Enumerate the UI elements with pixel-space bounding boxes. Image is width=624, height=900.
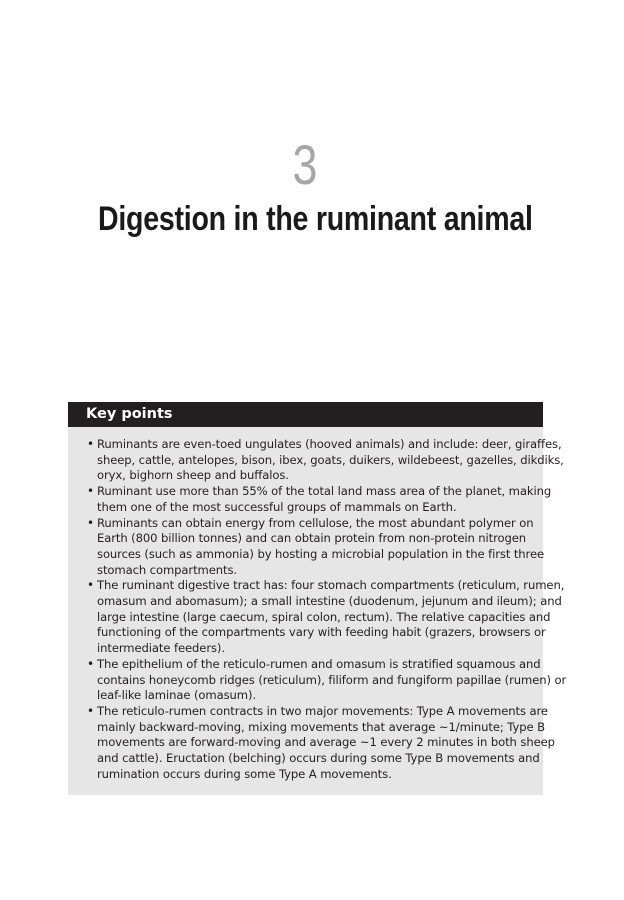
key-point-text-line: Ruminant use more than 55% of the total land mass area of the planet, making bbox=[97, 484, 552, 499]
bullet-icon: • bbox=[87, 437, 95, 451]
key-point-item bbox=[68, 484, 552, 515]
bullet-icon: • bbox=[87, 515, 95, 530]
key-points-heading: Key points bbox=[68, 402, 543, 427]
key-point-text-line: leaf-like laminae (omasum). bbox=[97, 688, 256, 703]
key-point-item bbox=[68, 437, 564, 484]
key-point-item bbox=[68, 656, 567, 704]
key-point-text-line: intermediate feeders). bbox=[97, 641, 225, 656]
key-points-list bbox=[68, 427, 567, 782]
key-point-text-line: sources (such as ammonia) by hosting a microbial population in the first three bbox=[97, 546, 545, 561]
key-point-text-line: sheep, cattle, antelopes, bison, ibex, goats, duikers, wildebeest, gazelles, dikdiks, bbox=[97, 452, 564, 467]
key-point-text-line: stomach compartments. bbox=[97, 562, 237, 577]
key-point-text-line: The reticulo-rumen contracts in two major movements: Type A movements are bbox=[97, 703, 548, 718]
key-point-text-line: rumination occurs during some Type A movements. bbox=[97, 766, 392, 781]
key-point-text-line: Earth (800 billion tonnes) and can obtain protein from non-protein nitrogen bbox=[97, 531, 527, 546]
key-point-item bbox=[68, 578, 565, 657]
key-point-text-line: Ruminants are even-toed ungulates (hooved animals) and include: deer, giraffes, bbox=[97, 437, 562, 451]
key-point-text-line: The ruminant digestive tract has: four stomach compartments (reticulum, rumen, bbox=[97, 578, 565, 593]
key-point-text-line: omasum and abomasum); a small intestine (duodenum, jejunum and ileum); and bbox=[97, 594, 562, 609]
key-point-text-line: functioning of the compartments vary with feeding habit (grazers, browsers or bbox=[97, 625, 546, 640]
key-point-text-line: contains honeycomb ridges (reticulum), filiform and fungiform papillae (rumen) or bbox=[97, 672, 567, 687]
key-point-text-line: The epithelium of the reticulo-rumen and omasum is stratified squamous and bbox=[97, 656, 541, 671]
chapter-title: Digestion in the ruminant animal bbox=[98, 200, 533, 238]
key-point-text-line: movements are forward-moving and average ~1 every 2 minutes in both sheep bbox=[97, 735, 555, 750]
key-points-box bbox=[68, 402, 567, 795]
key-point-text-line: mainly backward-moving, mixing movements that average ~1/minute; Type B bbox=[97, 719, 545, 734]
key-point-item bbox=[68, 516, 543, 579]
bullet-icon: • bbox=[87, 578, 95, 593]
bullet-icon: • bbox=[87, 656, 95, 671]
key-point-text-line: and cattle). Eructation (belching) occurs during some Type B movements and bbox=[97, 751, 540, 766]
key-point-text-line: oryx, bighorn sheep and buffalos. bbox=[97, 468, 289, 483]
bullet-icon: • bbox=[87, 484, 95, 499]
key-point-text-line: them one of the most successful groups of mammals on Earth. bbox=[97, 499, 457, 514]
key-point-text-line: large intestine (large caecum, spiral colon, rectum). The relative capacities and bbox=[97, 609, 551, 624]
key-point-text-line: Ruminants can obtain energy from cellulose, the most abundant polymer on bbox=[97, 515, 534, 530]
bullet-icon: • bbox=[87, 703, 95, 718]
key-point-item bbox=[68, 703, 555, 783]
chapter-number: 3 bbox=[292, 133, 318, 196]
